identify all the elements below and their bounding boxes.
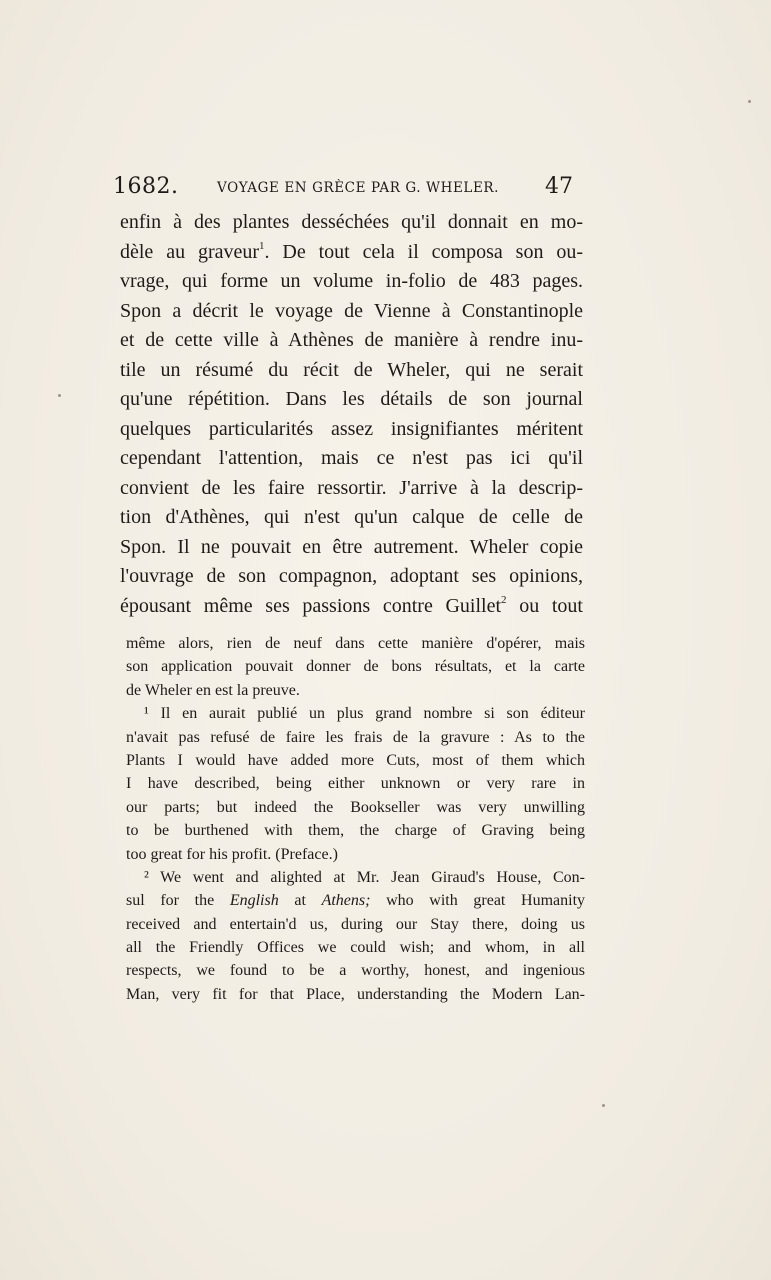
footnote-1-line: I have described, being either unknown or very rare in <box>126 775 585 793</box>
text-line: Spon. Il ne pouvait en être autrement. Wheler copie <box>120 535 583 558</box>
note-line: de Wheler en est la preuve. <box>126 681 300 699</box>
footnote-1-line: our parts; but indeed the Bookseller was very unwilling <box>126 798 585 816</box>
text-line: Spon a décrit le voyage de Vienne à Constantinople <box>120 299 583 322</box>
italic-word: English <box>229 892 279 910</box>
footnote-2-line <box>126 889 585 912</box>
footnote-1-line: n'avait pas refusé de faire les frais de la gravure : As to the <box>126 728 585 746</box>
paper-speck <box>602 1104 605 1107</box>
header-title: VOYAGE EN GRÈCE PAR G. WHELER. <box>217 180 500 196</box>
text-fragment: dèle au graveur <box>120 240 260 263</box>
text-fragment: . De tout cela il composa son ou- <box>264 240 583 263</box>
text-line: quelques particularités assez insignifiantes méritent <box>120 417 583 440</box>
footnote-1-line: to be burthened with them, the charge of Graving being <box>126 822 585 840</box>
paper-speck <box>748 100 751 103</box>
footnote-2-line: all the Friendly Offices we could wish; and whom, in all <box>126 939 585 957</box>
text-fragment: ou tout <box>506 594 583 617</box>
text-line <box>120 592 583 622</box>
main-text <box>120 208 583 621</box>
text-fragment: sul for the <box>126 892 230 910</box>
text-line: et de cette ville à Athènes de manière à rendre inu- <box>120 329 583 351</box>
text-line: vrage, qui forme un volume in-folio de 483 pages. <box>120 270 583 292</box>
note-line: son application pouvait donner de bons résultats, et la carte <box>126 658 585 676</box>
footnotes <box>126 632 585 1006</box>
text-line: qu'une répétition. Dans les détails de son journal <box>120 388 583 410</box>
italic-word: Athens; <box>321 892 371 910</box>
footnote-2-line: ² We went and alighted at Mr. Jean Giraud's House, Con- <box>144 868 585 886</box>
footnote-ref-2: 2 <box>501 593 507 606</box>
footnote-2-line: Man, very fit for that Place, understanding the Modern Lan- <box>126 985 585 1003</box>
footnote-ref-1: 1 <box>259 239 265 252</box>
text-fragment: épousant même ses passions contre Guillet <box>120 594 502 617</box>
text-line: cependant l'attention, mais ce n'est pas ici qu'il <box>120 447 583 469</box>
note-line: même alors, rien de neuf dans cette manière d'opérer, mais <box>126 635 585 652</box>
text-line <box>120 238 583 268</box>
text-line: l'ouvrage de son compagnon, adoptant ses opinions, <box>120 565 583 587</box>
paper-speck <box>58 394 61 397</box>
text-line: enfin à des plantes desséchées qu'il donnait en mo- <box>120 211 583 233</box>
footnote-1-line: ¹ Il en aurait publié un plus grand nombre si son éditeur <box>144 705 585 723</box>
footnote-2-line: received and entertain'd us, during our Stay there, doing us <box>126 915 585 933</box>
text-line: tion d'Athènes, qui n'est qu'un calque de celle de <box>120 506 583 528</box>
header-year: 1682. <box>113 174 179 199</box>
page-number: 47 <box>545 174 573 199</box>
text-line: tile un résumé du récit de Wheler, qui ne serait <box>120 358 583 381</box>
text-line: convient de les faire ressortir. J'arrive à la descrip- <box>120 476 583 499</box>
text-fragment: who with great Humanity <box>370 892 586 910</box>
running-header <box>113 170 573 204</box>
footnote-2-line: respects, we found to be a worthy, honest, and ingenious <box>126 962 585 980</box>
footnote-1-line: too great for his profit. (Preface.) <box>126 845 338 863</box>
text-fragment: at <box>278 892 322 910</box>
footnote-1-line: Plants I would have added more Cuts, most of them which <box>126 751 585 769</box>
